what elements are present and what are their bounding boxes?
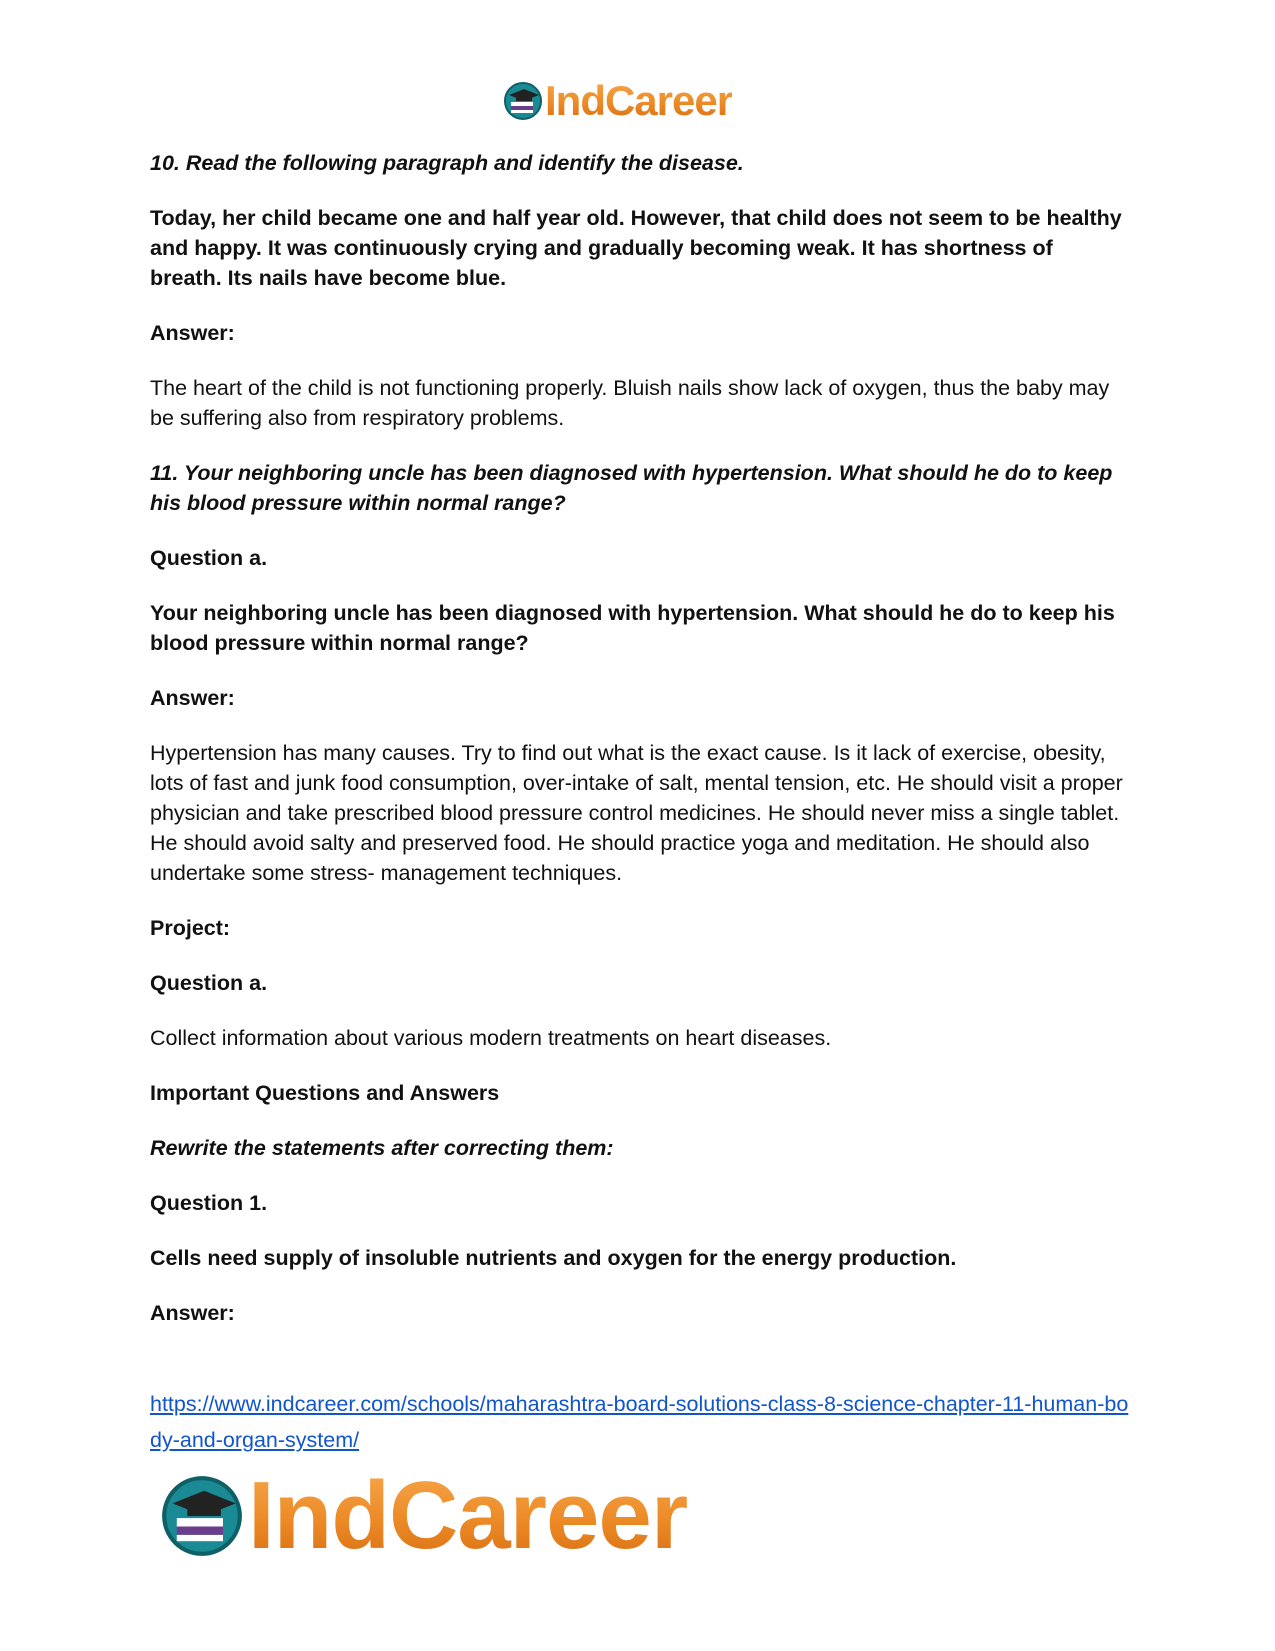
project-question-label: Question a. [150,971,268,995]
question-10-heading: 10. Read the following paragraph and identify the disease. [150,151,744,175]
question-11-answer-label: Answer: [150,686,235,710]
important-question-1-answer-label: Answer: [150,1301,235,1325]
logo-wordmark: IndCareer [248,1462,688,1569]
question-11-question: Your neighboring uncle has been diagnosed with hypertension. What should he do to keep his blood pressure within normal range? [150,601,1115,655]
important-question-1-statement: Cells need supply of insoluble nutrients and oxygen for the energy production. [150,1246,957,1270]
question-11-answer: Hypertension has many causes. Try to find out what is the exact cause. Is it lack of exercise, obesity, lots of fast and junk food consumption, over-intake of salt, mental tension, etc. He should visit a proper physician and take prescribed blood pressure control medicines. He should never miss a single tablet. He should avoid salty and preserved food. He should practice yoga and meditation. He should also undertake some stress- management techniques. [150,741,1123,885]
graduation-book-icon [160,1474,244,1558]
important-question-1-label: Question 1. [150,1191,268,1215]
question-10-answer-label: Answer: [150,321,235,345]
question-11-heading: 11. Your neighboring uncle has been diagnosed with hypertension. What should he do to keep his blood pressure within normal range? [150,461,1113,515]
project-question: Collect information about various modern treatments on heart diseases. [150,1026,832,1050]
rewrite-heading: Rewrite the statements after correcting them: [150,1136,614,1160]
important-questions-heading: Important Questions and Answers [150,1081,500,1105]
question-10-paragraph: Today, her child became one and half year old. However, that child does not seem to be healthy and happy. It was continuously crying and gradually becoming weak. It has shortness of breath. Its nails have become blue. [150,206,1122,290]
project-label: Project: [150,916,231,940]
document-body [150,148,1130,1353]
graduation-book-icon [503,81,543,121]
footer-logo[interactable] [160,1462,688,1569]
logo-wordmark: IndCareer [545,77,733,124]
question-10-answer: The heart of the child is not functioning properly. Bluish nails show lack of oxygen, thus the baby may be suffering also from respiratory problems. [150,376,1110,430]
source-url-link[interactable]: https://www.indcareer.com/schools/maharashtra-board-solutions-class-8-science-chapter-11-human-body-and-organ-system/ [150,1392,1129,1452]
header-logo[interactable] [503,77,733,124]
question-11-question-label: Question a. [150,546,268,570]
